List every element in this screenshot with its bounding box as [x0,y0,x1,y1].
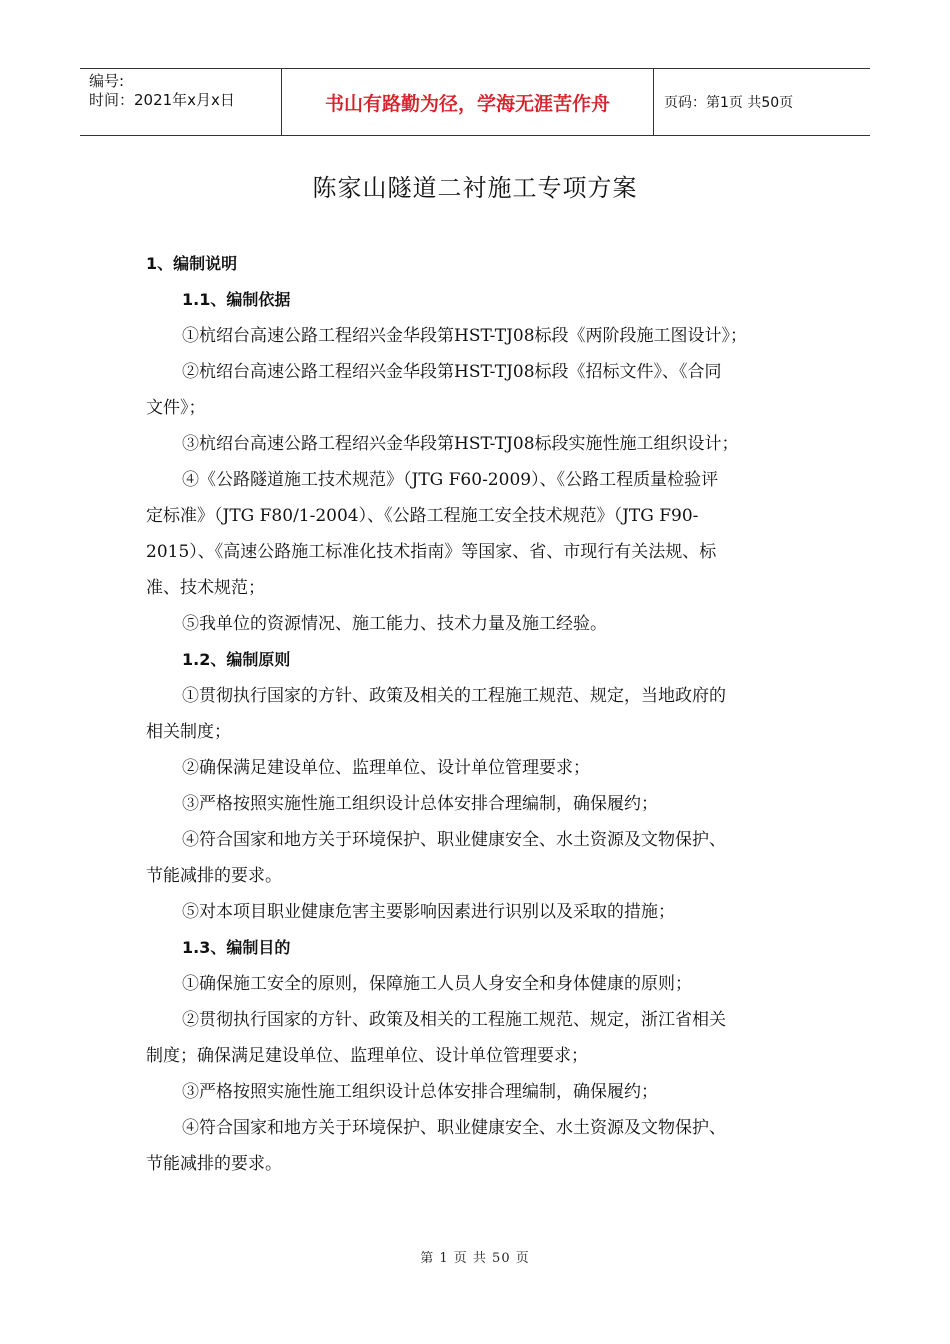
paragraph-line: ①确保施工安全的原则，保障施工人员人身安全和身体健康的原则； [182,974,692,994]
paragraph-line: ③严格按照实施性施工组织设计总体安排合理编制，确保履约； [182,1082,658,1102]
document-body [146,246,808,1182]
paragraph-line: ②确保满足建设单位、监理单位、设计单位管理要求； [182,758,590,778]
header-page-info: 页码：第1页 共50页 [664,95,794,111]
document-title: 陈家山隧道二衬施工专项方案 [312,174,638,202]
paragraph-line: 节能减排的要求。 [146,866,282,886]
paragraph-line: ①杭绍台高速公路工程绍兴金华段第HST-TJ08标段《两阶段施工图设计》； [182,326,748,346]
number-label: 编号: [89,72,125,90]
paragraph-line: ④符合国家和地方关于环境保护、职业健康安全、水土资源及文物保护、 [182,830,726,850]
paragraph-line: 文件》； [146,398,206,418]
paragraph-line: 节能减排的要求。 [146,1154,282,1174]
subsection-heading: 1.3、编制目的 [182,938,291,957]
header-motto: 书山有路勤为径，学海无涯苦作舟 [282,69,654,135]
subsection-heading: 1.1、编制依据 [182,290,291,309]
page-footer: 第 1 页 共 50 页 [420,1251,530,1266]
paragraph-line: ③杭绍台高速公路工程绍兴金华段第HST-TJ08标段实施性施工组织设计； [182,434,739,454]
paragraph-line: ②贯彻执行国家的方针、政策及相关的工程施工规范、规定，浙江省相关 [182,1010,726,1030]
paragraph-line: 准、技术规范； [146,578,265,598]
time-label: 时间：2021年x月x日 [89,91,235,109]
paragraph-line: ⑤对本项目职业健康危害主要影响因素进行识别以及采取的措施； [182,902,675,922]
paragraph-line: 2015）、《高速公路施工标准化技术指南》等国家、省、市现行有关法规、标 [146,542,717,562]
paragraph-line: ⑤我单位的资源情况、施工能力、技术力量及施工经验。 [182,614,607,634]
paragraph-line: 制度；确保满足建设单位、监理单位、设计单位管理要求； [146,1046,588,1066]
paragraph-line: ④符合国家和地方关于环境保护、职业健康安全、水土资源及文物保护、 [182,1118,726,1138]
paragraph-line: ②杭绍台高速公路工程绍兴金华段第HST-TJ08标段《招标文件》、《合同 [182,362,722,382]
header-meta [80,69,282,135]
paragraph-line: 相关制度； [146,722,231,742]
section-heading: 1、编制说明 [146,254,238,273]
page-header [80,68,870,136]
subsection-heading: 1.2、编制原则 [182,650,291,669]
paragraph-line: ①贯彻执行国家的方针、政策及相关的工程施工规范、规定，当地政府的 [182,686,726,706]
paragraph-line: ④《公路隧道施工技术规范》（JTG F60-2009）、《公路工程质量检验评 [182,470,719,490]
paragraph-line: ③严格按照实施性施工组织设计总体安排合理编制，确保履约； [182,794,658,814]
paragraph-line: 定标准》（JTG F80/1-2004）、《公路工程施工安全技术规范》（JTG F90- [146,506,699,526]
